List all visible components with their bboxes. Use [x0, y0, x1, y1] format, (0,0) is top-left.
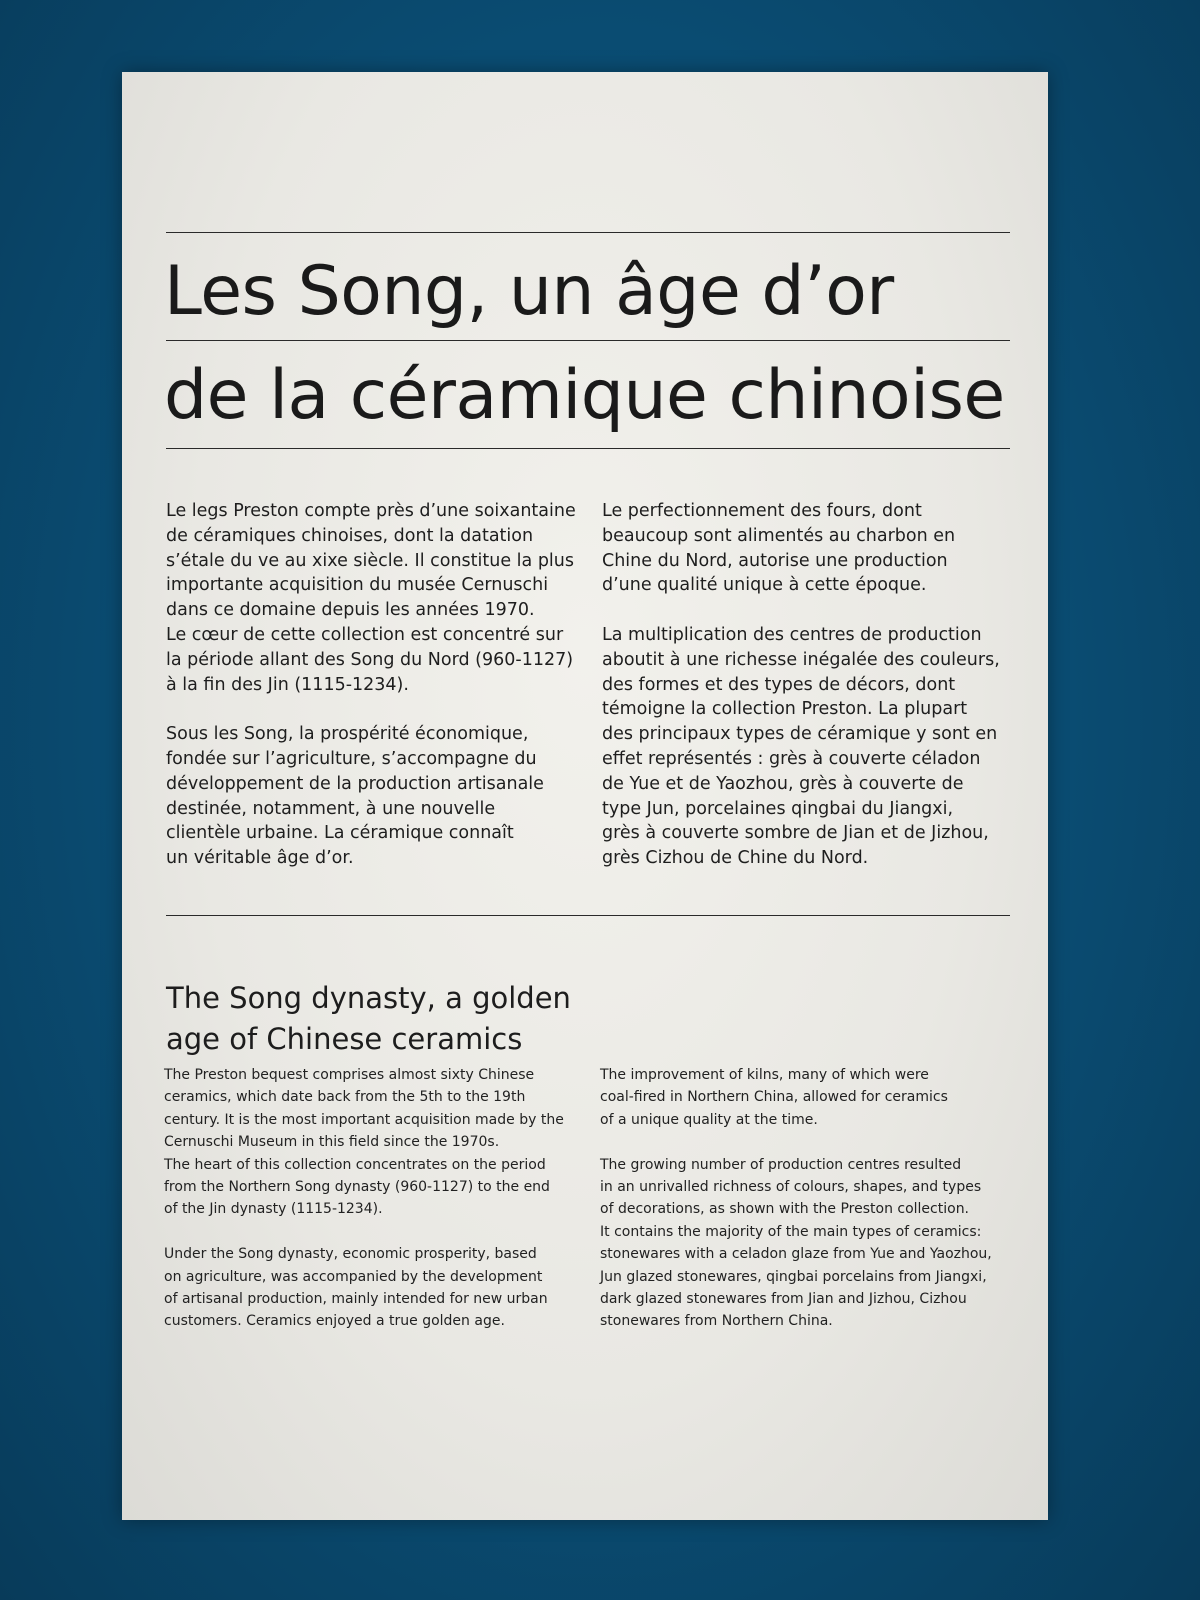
- text-line: aboutit à une richesse inégalée des couleurs,: [602, 649, 1000, 670]
- text-line: importante acquisition du musée Cernuschi: [166, 575, 549, 596]
- text-line: from the Northern Song dynasty (960-1127) to the end: [164, 1179, 550, 1196]
- section-divider-rule: [166, 915, 1010, 916]
- text-line: beaucoup sont alimentés au charbon en: [602, 525, 956, 546]
- text-line: The improvement of kilns, many of which were: [600, 1067, 929, 1083]
- french-right-column: [602, 499, 1000, 871]
- exhibition-wall-panel: [122, 72, 1048, 1520]
- text-line: century. It is the most important acquisition made by the: [164, 1111, 564, 1128]
- text-line: stonewares with a celadon glaze from Yue and Yaozhou,: [600, 1246, 992, 1263]
- french-title-line-2: de la céramique chinoise: [164, 356, 1005, 435]
- text-line: Sous les Song, la prospérité économique,: [166, 724, 529, 745]
- text-line: de céramiques chinoises, dont la datation: [166, 525, 534, 546]
- text-line: of decorations, as shown with the Preston collection.: [600, 1201, 970, 1218]
- text-line: dans ce domaine depuis les années 1970.: [166, 600, 535, 621]
- text-line: grès Cizhou de Chine du Nord.: [602, 848, 869, 869]
- text-line: fondée sur l’agriculture, s’accompagne du: [166, 748, 537, 769]
- text-line: coal-fired in Northern China, allowed for ceramics: [600, 1089, 948, 1106]
- french-paragraph: [166, 499, 576, 697]
- english-paragraph: [600, 1154, 992, 1333]
- text-line: effet représentés : grès à couverte céladon: [602, 748, 981, 769]
- text-line: of a unique quality at the time.: [600, 1111, 818, 1128]
- text-line: clientèle urbaine. La céramique connaît: [166, 823, 514, 844]
- text-line: témoigne la collection Preston. La plupart: [602, 699, 968, 720]
- text-line: un véritable âge d’or.: [166, 848, 354, 869]
- text-line: des principaux types de céramique y sont en: [602, 724, 998, 745]
- english-left-column: [164, 1064, 564, 1333]
- french-paragraph: [602, 499, 1000, 598]
- english-right-column: [600, 1064, 992, 1333]
- english-paragraph: [600, 1064, 992, 1131]
- text-line: grès à couverte sombre de Jian et de Jizhou,: [602, 823, 989, 844]
- text-line: on agriculture, was accompanied by the development: [164, 1268, 543, 1285]
- french-left-column: [166, 499, 576, 871]
- english-paragraph: [164, 1064, 564, 1221]
- text-line: in an unrivalled richness of colours, shapes, and types: [600, 1179, 982, 1196]
- text-line: type Jun, porcelaines qingbai du Jiangxi,: [602, 798, 954, 819]
- english-title-line-1: The Song dynasty, a golden: [166, 981, 571, 1015]
- text-line: The Preston bequest comprises almost sixty Chinese: [164, 1067, 535, 1083]
- text-line: of artisanal production, mainly intended for new urban: [164, 1291, 548, 1308]
- text-line: destinée, notamment, à une nouvelle: [166, 798, 496, 819]
- french-paragraph: [602, 623, 1000, 871]
- text-line: customers. Ceramics enjoyed a true golden age.: [164, 1313, 505, 1330]
- text-line: des formes et des types de décors, dont: [602, 674, 956, 695]
- text-line: La multiplication des centres de production: [602, 624, 982, 645]
- title-middle-rule: [166, 340, 1010, 341]
- text-line: de Yue et de Yaozhou, grès à couverte de: [602, 773, 964, 794]
- text-line: s’étale du ve au xixe siècle. Il constitue la plus: [166, 550, 574, 571]
- text-line: Cernuschi Museum in this field since the 1970s.: [164, 1134, 500, 1151]
- text-line: The growing number of production centres resulted: [600, 1156, 962, 1173]
- french-paragraph: [166, 722, 576, 871]
- text-line: stonewares from Northern China.: [600, 1313, 833, 1330]
- text-line: Chine du Nord, autorise une production: [602, 550, 948, 571]
- text-line: Under the Song dynasty, economic prosperity, based: [164, 1246, 537, 1263]
- text-line: of the Jin dynasty (1115-1234).: [164, 1201, 383, 1218]
- text-line: Le legs Preston compte près d’une soixantaine: [166, 501, 576, 521]
- english-title: [166, 978, 571, 1060]
- title-bottom-rule: [166, 448, 1010, 449]
- english-paragraph: [164, 1243, 564, 1333]
- text-line: Le perfectionnement des fours, dont: [602, 501, 922, 521]
- text-line: à la fin des Jin (1115-1234).: [166, 674, 409, 695]
- text-line: développement de la production artisanale: [166, 773, 544, 794]
- text-line: It contains the majority of the main types of ceramics:: [600, 1223, 982, 1240]
- text-line: Jun glazed stonewares, qingbai porcelains from Jiangxi,: [600, 1268, 987, 1285]
- english-title-line-2: age of Chinese ceramics: [166, 1022, 523, 1056]
- text-line: dark glazed stonewares from Jian and Jizhou, Cizhou: [600, 1291, 967, 1308]
- text-line: Le cœur de cette collection est concentré sur: [166, 624, 564, 645]
- text-line: d’une qualité unique à cette époque.: [602, 575, 927, 596]
- text-line: la période allant des Song du Nord (960-1127): [166, 649, 574, 670]
- french-title-line-1: Les Song, un âge d’or: [164, 252, 894, 331]
- text-line: ceramics, which date back from the 5th to the 19th: [164, 1089, 526, 1106]
- title-top-rule: [166, 232, 1010, 233]
- text-line: The heart of this collection concentrates on the period: [164, 1156, 546, 1173]
